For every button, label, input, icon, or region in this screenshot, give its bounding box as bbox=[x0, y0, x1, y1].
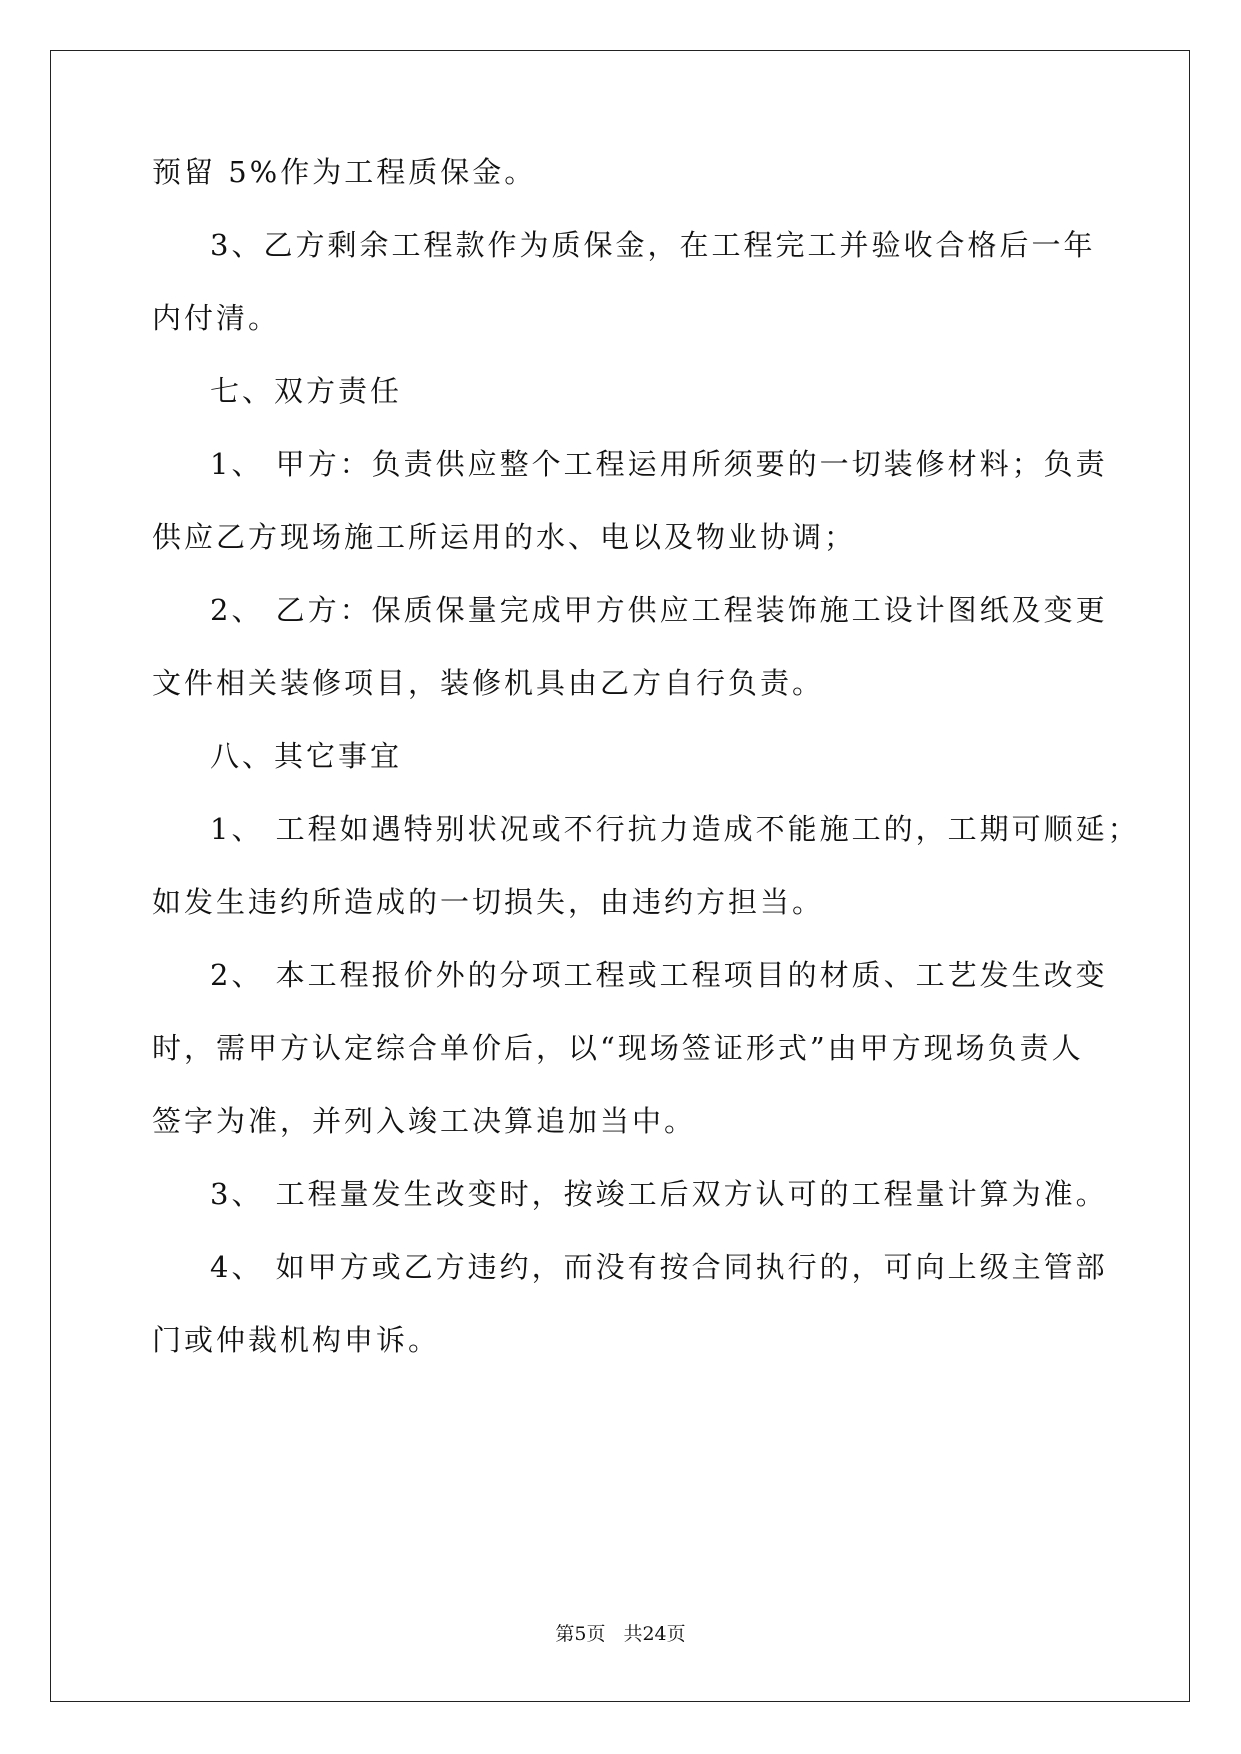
page-total: 共24页 bbox=[623, 1623, 686, 1645]
text-line: 1、 工程如遇特别状况或不行抗力造成不能施工的，工期可顺延； bbox=[210, 812, 1140, 846]
text-line: 2、 本工程报价外的分项工程或工程项目的材质、工艺发生改变 bbox=[210, 958, 1108, 992]
text-line: 供应乙方现场施工所运用的水、电以及物业协调； bbox=[152, 520, 857, 554]
page-footer bbox=[0, 1622, 1241, 1646]
text-line: 如发生违约所造成的一切损失，由违约方担当。 bbox=[152, 885, 825, 919]
text-line: 3、乙方剩余工程款作为质保金，在工程完工并验收合格后一年 bbox=[210, 228, 1096, 262]
text-line: 门或仲裁机构申诉。 bbox=[152, 1323, 441, 1357]
text-line: 预留 5%作为工程质保金。 bbox=[152, 155, 537, 189]
text-line: 4、 如甲方或乙方违约，而没有按合同执行的，可向上级主管部 bbox=[210, 1250, 1108, 1284]
page-number: 第5页 bbox=[555, 1623, 606, 1645]
text-line: 文件相关装修项目，装修机具由乙方自行负责。 bbox=[152, 666, 825, 700]
text-line: 时，需甲方认定综合单价后，以“现场签证形式”由甲方现场负责人 bbox=[152, 1031, 1084, 1065]
text-line: 2、 乙方：保质保量完成甲方供应工程装饰施工设计图纸及变更 bbox=[210, 593, 1108, 627]
page-border bbox=[50, 50, 1190, 1702]
text-line: 3、 工程量发生改变时，按竣工后双方认可的工程量计算为准。 bbox=[210, 1177, 1108, 1211]
text-line: 内付清。 bbox=[152, 301, 281, 335]
section-heading: 八、其它事宜 bbox=[210, 739, 403, 773]
text-line: 签字为准，并列入竣工决算追加当中。 bbox=[152, 1104, 697, 1138]
section-heading: 七、双方责任 bbox=[210, 374, 403, 408]
text-line: 1、 甲方：负责供应整个工程运用所须要的一切装修材料；负责 bbox=[210, 447, 1108, 481]
